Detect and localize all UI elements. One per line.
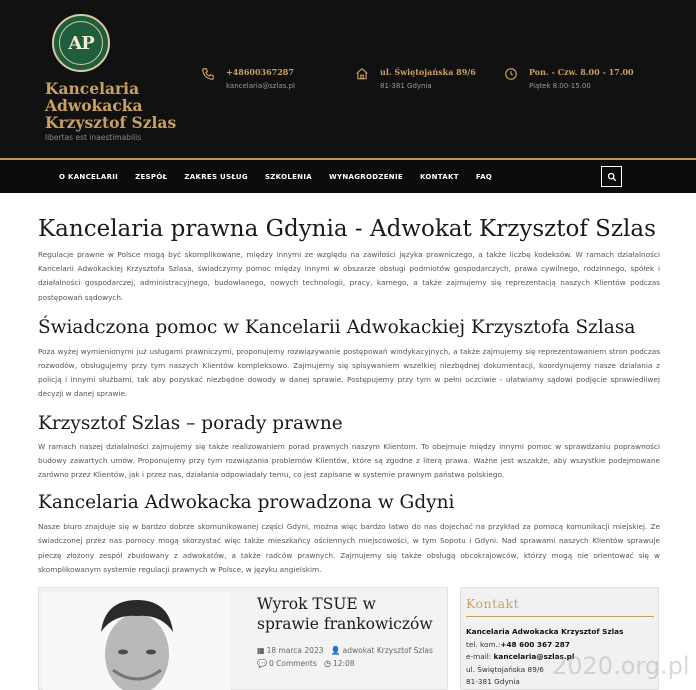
main-nav (0, 160, 696, 193)
search-button[interactable] (601, 166, 622, 187)
main-content (38, 215, 660, 577)
contact-hours-friday: Piątek 8.00-15.00 (529, 82, 591, 90)
post-date: 18 marca 2023 (266, 646, 324, 655)
contact-widget-tel-label: tel. kom.: (466, 639, 501, 649)
contact-phone[interactable] (199, 65, 295, 90)
brand-name-line: Kancelaria (45, 79, 140, 98)
post-comments[interactable]: 0 Comments (268, 659, 317, 668)
site-header (0, 0, 696, 158)
brand-name-line: Adwokacka (45, 96, 143, 115)
post-photo[interactable] (43, 592, 231, 690)
contact-widget-tel[interactable]: +48 600 367 287 (500, 639, 570, 649)
nav-item-kontakt[interactable]: KONTAKT (419, 172, 459, 181)
home-icon (353, 65, 371, 83)
contact-widget-divider (466, 616, 654, 617)
contact-phone-value[interactable]: +48600367287 (226, 67, 294, 77)
brand-tagline: libertas est inaestimabilis (45, 133, 142, 142)
calendar-icon: ▦ (257, 646, 265, 655)
contact-hours (502, 65, 634, 90)
nav-item-zakres-uslug[interactable]: ZAKRES USŁUG (184, 172, 248, 181)
contact-widget-email-label: e-mail: (466, 652, 492, 662)
post-time: 12:08 (332, 659, 355, 668)
post-meta (257, 644, 447, 670)
user-icon: 👤 (330, 646, 341, 655)
section-heading-office: Kancelaria Adwokacka prowadzona w Gdyni (38, 492, 455, 514)
contact-widget-title: Kontakt (466, 596, 520, 611)
contact-email-value[interactable]: kancelaria@szlas.pl (226, 82, 295, 90)
contact-widget-email[interactable]: kancelaria@szlas.pl (493, 652, 575, 662)
phone-icon (199, 65, 217, 83)
section-paragraph-help: Poza wyżej wymienionymi już usługami prawniczymi, proponujemy rozwiązywanie postępowań windykacyjnych, a także zajmujemy się reprezentowaniem stron podczas rozwodów, obsługujemy przy tym naszych Klientów kompleksowo. Zajmujemy się spisywaniem wszelkiej niezbędnej dokumentacji, koordynujemy nasze działania z policją i innymi służbami, tak aby pozyskać niezbędne dowody w danej sprawie. Postępujemy przy tym w pełni uczciwie - ułatwiamy sądowi podjęcie sprawiedliwej decyzji w danej sprawie. (38, 346, 660, 399)
clock-icon (502, 65, 520, 83)
section-heading-help: Świadczona pomoc w Kancelarii Adwokackiej Krzysztofa Szlasa (38, 316, 636, 338)
contact-hours-weekdays: Pon. - Czw. 8.00 - 17.00 (529, 67, 634, 77)
contact-widget-name: Kancelaria Adwokacka Krzysztof Szlas (466, 627, 624, 636)
page-title: Kancelaria prawna Gdynia - Adwokat Krzysztof Szlas (38, 216, 656, 242)
clock-icon: ◷ (323, 659, 331, 668)
intro-paragraph: Regulacje prawne w Polsce mogą być skomplikowane, między innymi ze względu na zawiłości języka prawniczego, a także liczbę kodeksów. W ramach działalności Kancelarii Adwokackiej Krzysztofa Szlasa, świadczymy pomoc między innymi w obszarze obsługi podmiotów gospodarczych, prawa cywilnego, rodzinnego, spółek i działalności gospodarczej, administracyjnego, budowlanego, nowych technologii, pracy, karnego, a także zajmujemy się reprezentacją naszych Klientów podczas postępowań sądowych. (38, 250, 660, 302)
contact-widget-street: ul. Świętojańska 89/6 (466, 664, 544, 674)
contact-address (353, 65, 476, 90)
section-paragraph-advice: W ramach naszej działalności zajmujemy się także realizowaniem porad prawnych naszym Klientom. To obejmuje między innymi pomoc w sprawdzaniu poprawności budowy zawartych umów. Proponujemy przy tym rozwiązania problemów Klientów, które są zgodne z literą prawa. Ważne jest wszakże, aby wszystkie podejmowane zarówno przez Klientów, jak i przez nas, działania odpowiadały temu, co jest zapisane w systemie prawnym państwa polskiego. (38, 441, 660, 480)
nav-item-faq[interactable]: FAQ (475, 172, 493, 181)
nav-item-wynagrodzenie[interactable]: WYNAGRODZENIE (328, 172, 403, 181)
nav-item-o-kancelarii[interactable]: O KANCELARII (59, 172, 119, 181)
post-title[interactable]: Wyrok TSUE w sprawie frankowiczów (257, 595, 433, 633)
nav-item-zespol[interactable]: ZESPÓŁ (135, 172, 168, 181)
section-paragraph-office: Nasze biuro znajduje się w bardzo dobrze skomunikowanej części Gdyni, można więc bardzo łatwo do nas dojechać na przykład za pomocą komunikacji miejskiej. Ze świadczonej przez nas pomocy mogą skorzystać więc także mieszkańcy ościennych miejscowości, w tym Sopotu i Gdyni. Nad sprawami naszych Klientów sprawuje pieczę złożony zespół zbudowany z adwokatów, a także radców prawnych. Zajmujemy się także obsługą obcokrajowców, którzy mogą nie orientować się w skomplikowanym systemie regulacji prawnych w Polsce, w języku angielskim. (38, 522, 660, 574)
contact-address-city: 81-381 Gdynia (380, 82, 432, 90)
blog-post-card[interactable] (38, 587, 448, 690)
brand-name[interactable] (45, 80, 205, 131)
post-author[interactable]: adwokat Krzysztof Szlas (342, 646, 433, 655)
section-heading-advice: Krzysztof Szlas – porady prawne (38, 412, 343, 434)
nav-item-szkolenia[interactable]: SZKOLENIA (264, 172, 312, 181)
watermark: 2020.org.pl (552, 652, 690, 680)
logo[interactable] (52, 14, 110, 72)
comments-icon: 💬 (257, 659, 267, 668)
logo-monogram: AP (59, 21, 103, 65)
brand-name-line: Krzysztof Szlas (45, 113, 177, 132)
contact-address-street: ul. Świętojańska 89/6 (380, 67, 476, 77)
search-icon (607, 172, 617, 182)
contact-widget-city: 81-381 Gdynia (466, 677, 520, 687)
